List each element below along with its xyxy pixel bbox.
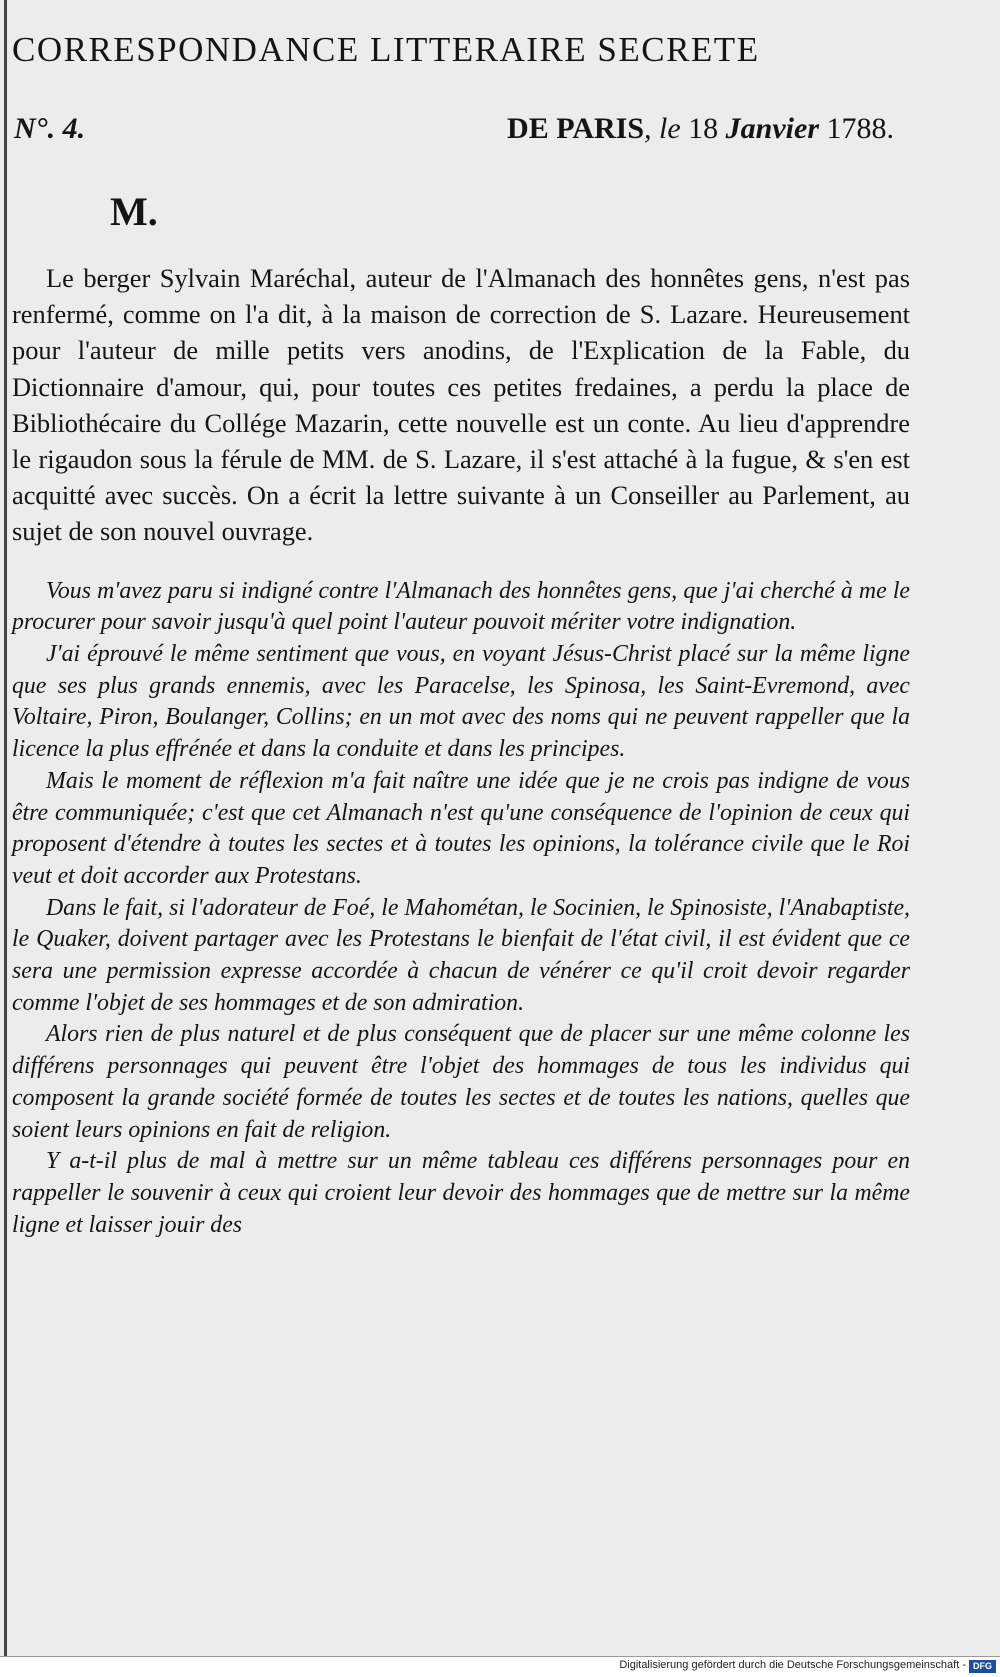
letter-paragraph: Vous m'avez paru si indigné contre l'Almanach des honnêtes gens, que j'ai cherché à me le procurer pour savoir jusqu'à quel point l'auteur pouvoit mériter votre indignation. bbox=[12, 577, 910, 636]
intro-paragraph: Le berger Sylvain Maréchal, auteur de l'Almanach des honnêtes gens, n'est pas renfermé, comme on l'a dit, à la maison de correction de S. Lazare. Heureusement pour l'auteur de mille petits vers anodins, de l'Explication de la Fable, du Dictionnaire d'amour, qui, pour toutes ces petites fredaines, a perdu la place de Bibliothécaire du Collége Mazarin, cette nouvelle est un conte. Au lieu d'apprendre le rigaudon sous la férule de MM. de S. Lazare, il s'est attaché à la fugue, & s'en est acquitté avec succès. On a écrit la lettre suivante à un Conseiller au Parlement, au sujet de son nouvel ouvrage. bbox=[12, 263, 910, 547]
funding-credit: Digitalisierung gefördert durch die Deutsche Forschungsgemeinschaft - bbox=[619, 1659, 966, 1671]
letter-paragraph: Dans le fait, si l'adorateur de Foé, le Mahométan, le Socinien, le Spinosiste, l'Anabaptiste, le Quaker, doivent partager avec les Protestans le bienfait de l'état civil, il est évident que ce sera une permission expresse accordée à chacun de vénérer ce qu'il croit devoir regarder comme l'objet de ses hommages et de son admiration. bbox=[12, 894, 910, 1016]
issue-number: N°. 4. bbox=[14, 112, 86, 145]
letter-paragraph: Y a-t-il plus de mal à mettre sur un même tableau ces différens personnages pour en rappeller le souvenir à ceux qui croient leur devoir des hommages que de mettre sur la même ligne et laisser jouir des bbox=[12, 1148, 910, 1238]
quoted-letter bbox=[12, 576, 910, 1242]
salutation: M. bbox=[110, 189, 158, 234]
dateline-year: 1788. bbox=[826, 112, 894, 145]
letter-paragraph: J'ai éprouvé le même sentiment que vous, en voyant Jésus-Christ placé sur la même ligne que ses plus grands ennemis, avec les Paracelse, les Spinosa, les Saint-Evremond, avec Voltaire, Piron, Boulanger, Collins; en un mot avec des noms qui ne peuvent rappeller que la licence la plus effrénée et dans la conduite et dans les principes. bbox=[12, 641, 910, 763]
dateline-le: , le bbox=[644, 112, 681, 145]
dateline-month: Janvier bbox=[725, 112, 819, 145]
page-edge-rule bbox=[4, 0, 7, 1660]
dateline-day: 18 bbox=[688, 112, 719, 145]
letter-paragraph: Alors rien de plus naturel et de plus conséquent que de placer sur une même colonne les différens personnages qui peuvent être l'objet des hommages de tous les individus qui composent la grande société formée de toutes les sectes et de toutes les nations, quelles que soient leurs opinions en fait de religion. bbox=[12, 1021, 910, 1143]
digitization-footer bbox=[0, 1656, 1000, 1677]
dfg-logo: DFG bbox=[969, 1660, 996, 1673]
dateline bbox=[507, 112, 894, 146]
dateline-place: DE PARIS bbox=[507, 112, 645, 145]
issue-line bbox=[14, 112, 894, 152]
letter-paragraph: Mais le moment de réflexion m'a fait naître une idée que je ne crois pas indigne de vous être communiquée; c'est que cet Almanach n'est qu'une conséquence de l'opinion de ceux qui proposent d'étendre à toutes les sectes et à toutes les opinions, la tolérance civile que le Roi veut et doit accorder aux Protestans. bbox=[12, 767, 910, 889]
article-body bbox=[12, 260, 910, 1241]
journal-title: CORRESPONDANCE LITTERAIRE SECRETE bbox=[12, 30, 760, 69]
